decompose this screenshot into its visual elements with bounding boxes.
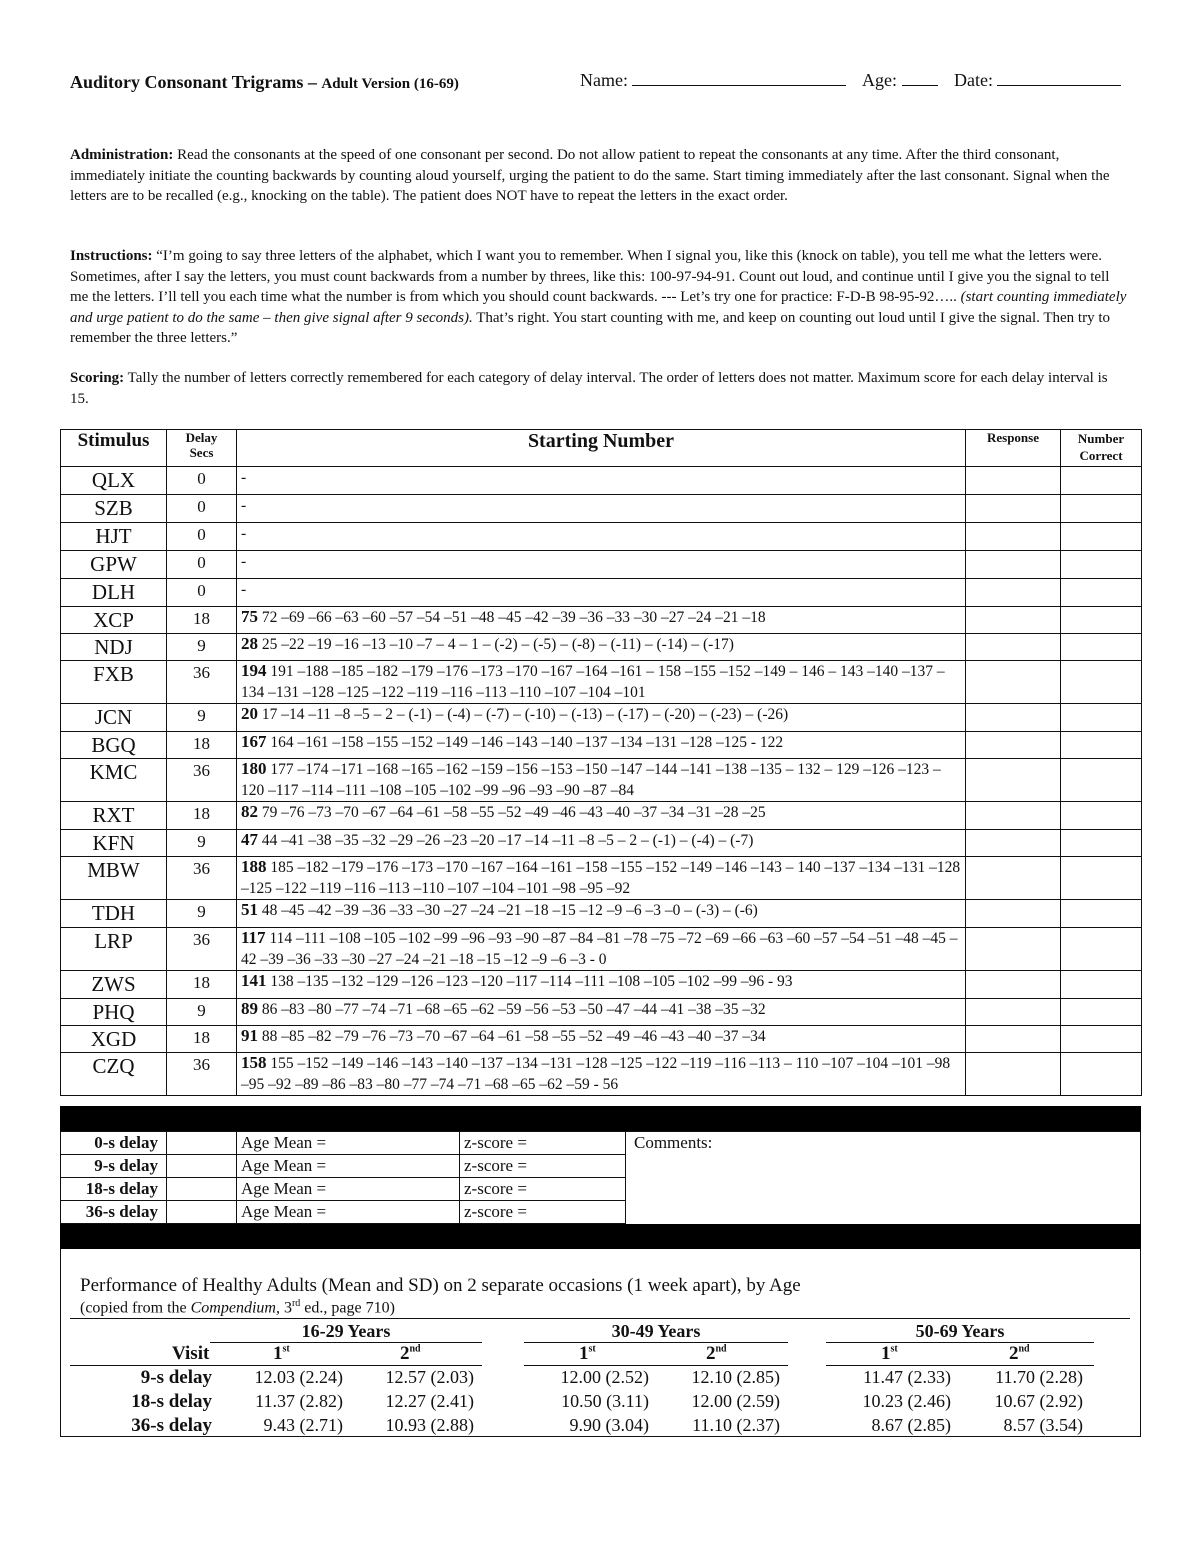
- stimulus-cell: QLX: [61, 467, 167, 495]
- header-number-line2: Correct: [1079, 448, 1123, 463]
- age-field[interactable]: [862, 70, 938, 91]
- administration-label: Administration:: [70, 147, 174, 163]
- starting-number-cell: [237, 759, 966, 802]
- starting-number-cell: [237, 704, 966, 732]
- starting-number: 117: [241, 928, 266, 947]
- instructions-text: “I’m going to say three letters of the alphabet, which I want you to remember. When I signal you, like this (knock on table), you tell me what the letters were. Sometimes, after I say the letters, you must count backwards from a number by threes, like this: 100-97-94-91. Count out loud, and continue until I give you the signal to tell me the letters. I’ll tell you each time what the number is from which you should count backwards. --- Let’s try one for practice: F-D-B 98-95-92…..: [70, 248, 1110, 305]
- number-correct-cell[interactable]: [1061, 579, 1142, 607]
- starting-number: 194: [241, 661, 267, 680]
- delay-score-cell[interactable]: [167, 1155, 237, 1178]
- table-row: [61, 551, 1142, 579]
- stimulus-cell: MBW: [61, 857, 167, 900]
- z-score-cell[interactable]: z-score =: [460, 1201, 626, 1224]
- number-correct-cell[interactable]: [1061, 900, 1142, 928]
- visit-2-num: 2: [400, 1343, 410, 1364]
- delay-row: [61, 1155, 626, 1178]
- visit-2-num: 2: [1009, 1343, 1019, 1364]
- score-visit-2: 12.27 (2.41): [385, 1391, 474, 1411]
- number-correct-cell[interactable]: [1061, 802, 1142, 830]
- delay-score-cell[interactable]: [167, 1132, 237, 1155]
- age-mean-cell[interactable]: Age Mean =: [237, 1155, 460, 1178]
- score-visit-2: 10.67 (2.92): [994, 1391, 1083, 1411]
- starting-number-cell: [237, 551, 966, 579]
- visit-1-header: [881, 1343, 898, 1365]
- number-correct-cell[interactable]: [1061, 467, 1142, 495]
- stimulus-cell: GPW: [61, 551, 167, 579]
- delay-row-label: 36-s delay: [131, 1415, 212, 1436]
- source-post: ed., page 710): [300, 1299, 395, 1317]
- stimulus-cell: NDJ: [61, 634, 167, 661]
- starting-number-cell: [237, 802, 966, 830]
- scoring-text: Tally the number of letters correctly remembered for each category of delay interval. The order of letters does not matter. Maximum score for each delay interval is 15.: [70, 370, 1108, 407]
- table-row: [61, 802, 1142, 830]
- number-correct-cell[interactable]: [1061, 634, 1142, 661]
- count-sequence: 48 –45 –42 –39 –36 –33 –30 –27 –24 –21 –18 –15 –12 –9 –6 –3 –0 – (-3) – (-6): [258, 902, 758, 919]
- visit-2-sup: nd: [409, 1343, 421, 1355]
- starting-number-cell: [237, 467, 966, 495]
- starting-number-cell: [237, 1026, 966, 1053]
- page-title: [70, 72, 459, 93]
- score-visit-1: 11.47 (2.33): [863, 1367, 951, 1387]
- table-row: [61, 1026, 1142, 1053]
- title-main: Auditory Consonant Trigrams –: [70, 72, 322, 92]
- number-correct-cell[interactable]: [1061, 495, 1142, 523]
- number-correct-cell[interactable]: [1061, 523, 1142, 551]
- starting-number: 167: [241, 732, 267, 751]
- response-cell[interactable]: [966, 467, 1061, 495]
- age-blank[interactable]: [902, 71, 938, 86]
- stimulus-cell: SZB: [61, 495, 167, 523]
- stimulus-cell: BGQ: [61, 732, 167, 759]
- stimulus-cell: XCP: [61, 607, 167, 634]
- score-visit-2: 12.00 (2.59): [691, 1391, 780, 1411]
- visit-rule-3: [826, 1365, 1094, 1366]
- number-correct-cell[interactable]: [1061, 551, 1142, 579]
- age-group-header: 30-49 Years: [611, 1321, 701, 1341]
- starting-number: 158: [241, 1053, 267, 1072]
- starting-number: 141: [241, 971, 267, 990]
- age-group-header: 50-69 Years: [915, 1321, 1005, 1341]
- visit-1-num: 1: [273, 1343, 283, 1364]
- stimulus-cell: RXT: [61, 802, 167, 830]
- table-row: [61, 732, 1142, 759]
- number-correct-cell[interactable]: [1061, 1026, 1142, 1053]
- header-stimulus: Stimulus: [61, 430, 167, 467]
- number-correct-cell[interactable]: [1061, 661, 1142, 704]
- starting-number-cell: [237, 1053, 966, 1096]
- table-row: [61, 467, 1142, 495]
- instructions-text-end: That’s right. You start counting with me, and keep on counting out loud until I give the signal. Then try to remember the three letters.”: [70, 309, 1111, 346]
- comments-label: Comments:: [634, 1133, 713, 1152]
- starting-number: 75: [241, 607, 258, 626]
- scoring-label: Scoring:: [70, 370, 125, 386]
- z-score-cell[interactable]: z-score =: [460, 1155, 626, 1178]
- response-cell[interactable]: [966, 523, 1061, 551]
- response-cell[interactable]: [966, 900, 1061, 928]
- count-sequence: 177 –174 –171 –168 –165 –162 –159 –156 –153 –150 –147 –144 –141 –138 –135 – 132 – 129 –126 –123 –120 –117 –114 –111 –108 –105 –102 –99 –96 –93 –90 –87 –84: [241, 761, 941, 799]
- header-number-correct: [1061, 430, 1142, 467]
- header-response: Response: [966, 430, 1061, 467]
- response-cell[interactable]: [966, 999, 1061, 1026]
- score-visit-1: 9.43 (2.71): [263, 1415, 343, 1435]
- response-cell[interactable]: [966, 1053, 1061, 1096]
- comments-box[interactable]: [626, 1131, 1141, 1224]
- starting-number-cell: [237, 661, 966, 704]
- delay-summary-table: [60, 1131, 626, 1224]
- age-group-rule: [210, 1342, 482, 1343]
- stimulus-cell: XGD: [61, 1026, 167, 1053]
- divider-bar-2: [60, 1224, 1141, 1249]
- delay-row-label: 18-s delay: [131, 1391, 212, 1412]
- count-sequence: -: [241, 581, 247, 598]
- starting-number-cell: [237, 971, 966, 999]
- stimulus-cell: KMC: [61, 759, 167, 802]
- delay-cell: 9: [167, 830, 237, 857]
- date-field[interactable]: [954, 70, 1121, 91]
- response-cell[interactable]: [966, 928, 1061, 971]
- instructions-italic: (start counting immediately and urge patient to do the same – then give signal after 9 seconds).: [70, 289, 1127, 326]
- delay-row: [61, 1132, 626, 1155]
- score-visit-1: 12.03 (2.24): [254, 1367, 343, 1387]
- number-correct-cell[interactable]: [1061, 732, 1142, 759]
- table-row: [61, 704, 1142, 732]
- starting-number: 180: [241, 759, 267, 778]
- count-sequence: 164 –161 –158 –155 –152 –149 –146 –143 –140 –137 –134 –131 –128 –125 - 122: [266, 734, 784, 751]
- starting-number: 51: [241, 900, 258, 919]
- header-delay: [167, 430, 237, 467]
- instructions-paragraph: [70, 246, 1130, 349]
- header-number-line1: Number: [1077, 431, 1125, 446]
- starting-number-cell: [237, 900, 966, 928]
- header-delay-line1: Delay: [185, 430, 218, 445]
- score-visit-2: 11.10 (2.37): [692, 1415, 780, 1435]
- score-visit-1: 8.67 (2.85): [871, 1415, 951, 1435]
- count-sequence: 17 –14 –11 –8 –5 – 2 – (-1) – (-4) – (-7) – (-10) – (-13) – (-17) – (-20) – (-23) – (-26): [258, 706, 789, 723]
- delay-cell: 18: [167, 971, 237, 999]
- table-row: [61, 634, 1142, 661]
- score-visit-2: 12.10 (2.85): [691, 1367, 780, 1387]
- delay-cell: 0: [167, 523, 237, 551]
- count-sequence: 114 –111 –108 –105 –102 –99 –96 –93 –90 –87 –84 –81 –78 –75 –72 –69 –66 –63 –60 –57 –54 –51 –48 –45 –42 –39 –36 –33 –30 –27 –24 –21 –18 –15 –12 –9 –6 –3 - 0: [241, 930, 958, 968]
- delay-row: [61, 1201, 626, 1224]
- visit-rule-2: [524, 1365, 788, 1366]
- table-row: [61, 830, 1142, 857]
- source-mid: 3: [279, 1299, 292, 1317]
- date-blank[interactable]: [997, 71, 1121, 86]
- delay-cell: 18: [167, 732, 237, 759]
- delay-cell: 9: [167, 634, 237, 661]
- table-row: [61, 661, 1142, 704]
- starting-number-cell: [237, 634, 966, 661]
- source-sup: rd: [291, 1298, 301, 1309]
- number-correct-cell[interactable]: [1061, 971, 1142, 999]
- delay-cell: 36: [167, 1053, 237, 1096]
- delay-label: 18-s delay: [61, 1178, 167, 1201]
- table-row: [61, 900, 1142, 928]
- table-row: [61, 759, 1142, 802]
- performance-title: Performance of Healthy Adults (Mean and SD) on 2 separate occasions (1 week apart), by Age: [80, 1275, 801, 1296]
- age-mean-cell[interactable]: Age Mean =: [237, 1132, 460, 1155]
- age-mean-cell[interactable]: Age Mean =: [237, 1201, 460, 1224]
- starting-number-cell: [237, 579, 966, 607]
- count-sequence: -: [241, 469, 247, 486]
- visit-2-header: [1009, 1343, 1030, 1365]
- visit-1-num: 1: [881, 1343, 891, 1364]
- number-correct-cell[interactable]: [1061, 999, 1142, 1026]
- source-italic: Compendium,: [190, 1299, 280, 1317]
- z-score-cell[interactable]: z-score =: [460, 1132, 626, 1155]
- divider-bar: [60, 1106, 1141, 1131]
- count-sequence: 185 –182 –179 –176 –173 –170 –167 –164 –161 –158 –155 –152 –149 –146 –143 – 140 –137 –134 –131 –128 –125 –122 –119 –116 –113 –110 –107 –104 –101 –98 –95 –92: [241, 859, 961, 897]
- score-visit-2: 8.57 (3.54): [1003, 1415, 1083, 1435]
- delay-cell: 9: [167, 999, 237, 1026]
- visit-rule: [70, 1365, 482, 1366]
- age-mean-cell[interactable]: Age Mean =: [237, 1178, 460, 1201]
- age-group-rule: [826, 1342, 1094, 1343]
- table-row: [61, 999, 1142, 1026]
- delay-cell: 0: [167, 551, 237, 579]
- count-sequence: 25 –22 –19 –16 –13 –10 –7 – 4 – 1 – (-2) – (-5) – (-8) – (-11) – (-14) – (-17): [258, 636, 734, 653]
- number-correct-cell[interactable]: [1061, 830, 1142, 857]
- delay-score-cell[interactable]: [167, 1178, 237, 1201]
- delay-cell: 9: [167, 900, 237, 928]
- count-sequence: 191 –188 –185 –182 –179 –176 –173 –170 –167 –164 –161 – 158 –155 –152 –149 – 146 – 143 –140 –137 –134 –131 –128 –125 –122 –119 –116 –113 –110 –107 –104 –101: [241, 663, 945, 701]
- starting-number: 89: [241, 999, 258, 1018]
- visit-2-sup: nd: [1018, 1343, 1030, 1355]
- starting-number-cell: [237, 523, 966, 551]
- response-cell[interactable]: [966, 1026, 1061, 1053]
- header-delay-line2: Secs: [189, 445, 214, 460]
- score-visit-2: 10.93 (2.88): [385, 1415, 474, 1435]
- z-score-cell[interactable]: z-score =: [460, 1178, 626, 1201]
- trigram-table: [60, 429, 1142, 1096]
- count-sequence: 44 –41 –38 –35 –32 –29 –26 –23 –20 –17 –14 –11 –8 –5 – 2 – (-1) – (-4) – (-7): [258, 832, 754, 849]
- number-correct-cell[interactable]: [1061, 928, 1142, 971]
- age-label: Age:: [862, 70, 897, 90]
- starting-number-cell: [237, 732, 966, 759]
- visit-1-header: [579, 1343, 596, 1365]
- count-sequence: 155 –152 –149 –146 –143 –140 –137 –134 –131 –128 –125 –122 –119 –116 –113 – 110 –107 –104 –101 –98 –95 –92 –89 –86 –83 –80 –77 –74 –71 –68 –65 –62 –59 - 56: [241, 1055, 951, 1093]
- count-sequence: 88 –85 –82 –79 –76 –73 –70 –67 –64 –61 –58 –55 –52 –49 –46 –43 –40 –37 –34: [258, 1028, 766, 1045]
- table-row: [61, 857, 1142, 900]
- performance-rule: [70, 1318, 1130, 1319]
- response-cell[interactable]: [966, 551, 1061, 579]
- scoring-paragraph: [70, 368, 1130, 409]
- delay-label: 9-s delay: [61, 1155, 167, 1178]
- response-cell[interactable]: [966, 704, 1061, 732]
- stimulus-cell: DLH: [61, 579, 167, 607]
- stimulus-cell: FXB: [61, 661, 167, 704]
- count-sequence: 138 –135 –132 –129 –126 –123 –120 –117 –114 –111 –108 –105 –102 –99 –96 - 93: [266, 973, 793, 990]
- response-cell[interactable]: [966, 830, 1061, 857]
- date-label: Date:: [954, 70, 993, 90]
- table-row: [61, 523, 1142, 551]
- delay-score-cell[interactable]: [167, 1201, 237, 1224]
- name-field[interactable]: [580, 70, 846, 91]
- table-row: [61, 495, 1142, 523]
- response-cell[interactable]: [966, 661, 1061, 704]
- table-row: [61, 579, 1142, 607]
- header-starting-number: Starting Number: [237, 430, 966, 467]
- delay-cell: 0: [167, 495, 237, 523]
- source-pre: (copied from the: [80, 1299, 191, 1317]
- name-label: Name:: [580, 70, 628, 90]
- score-visit-1: 10.23 (2.46): [862, 1391, 951, 1411]
- delay-row-label: 9-s delay: [140, 1367, 212, 1388]
- starting-number-cell: [237, 928, 966, 971]
- delay-cell: 0: [167, 467, 237, 495]
- stimulus-cell: ZWS: [61, 971, 167, 999]
- stimulus-cell: KFN: [61, 830, 167, 857]
- delay-label: 36-s delay: [61, 1201, 167, 1224]
- performance-source: [80, 1298, 395, 1317]
- table-row: [61, 607, 1142, 634]
- response-cell[interactable]: [966, 634, 1061, 661]
- starting-number-cell: [237, 857, 966, 900]
- age-group-header: 16-29 Years: [301, 1321, 391, 1341]
- visit-1-num: 1: [579, 1343, 589, 1364]
- count-sequence: -: [241, 553, 247, 570]
- visit-2-sup: nd: [715, 1343, 727, 1355]
- score-visit-1: 11.37 (2.82): [255, 1391, 343, 1411]
- delay-cell: 18: [167, 1026, 237, 1053]
- starting-number: 91: [241, 1026, 258, 1045]
- delay-cell: 18: [167, 802, 237, 830]
- visit-label: Visit: [172, 1343, 210, 1364]
- score-visit-1: 12.00 (2.52): [560, 1367, 649, 1387]
- response-cell[interactable]: [966, 732, 1061, 759]
- delay-row: [61, 1178, 626, 1201]
- count-sequence: 86 –83 –80 –77 –74 –71 –68 –65 –62 –59 –56 –53 –50 –47 –44 –41 –38 –35 –32: [258, 1001, 766, 1018]
- visit-1-header: [273, 1343, 290, 1365]
- age-group-rule: [524, 1342, 788, 1343]
- stimulus-cell: JCN: [61, 704, 167, 732]
- response-cell[interactable]: [966, 802, 1061, 830]
- starting-number: 28: [241, 634, 258, 653]
- visit-1-sup: st: [282, 1343, 290, 1355]
- administration-text: Read the consonants at the speed of one consonant per second. Do not allow patient to repeat the consonants at any time. After the third consonant, immediately initiate the counting backwards by counting aloud yourself, urging the patient to do the same. Start timing immediately after the last consonant. Signal when the letters are to be recalled (e.g., knocking on the table). The patient does NOT have to repeat the letters in the exact order.: [70, 147, 1110, 204]
- number-correct-cell[interactable]: [1061, 759, 1142, 802]
- response-cell[interactable]: [966, 971, 1061, 999]
- starting-number-cell: [237, 495, 966, 523]
- stimulus-cell: LRP: [61, 928, 167, 971]
- administration-paragraph: [70, 145, 1130, 207]
- delay-cell: 36: [167, 759, 237, 802]
- starting-number: 20: [241, 704, 258, 723]
- count-sequence: 79 –76 –73 –70 –67 –64 –61 –58 –55 –52 –49 –46 –43 –40 –37 –34 –31 –28 –25: [258, 804, 766, 821]
- score-visit-2: 11.70 (2.28): [995, 1367, 1083, 1387]
- visit-1-sup: st: [588, 1343, 596, 1355]
- starting-number-cell: [237, 830, 966, 857]
- delay-cell: 36: [167, 928, 237, 971]
- starting-number-cell: [237, 607, 966, 634]
- starting-number-cell: [237, 999, 966, 1026]
- stimulus-cell: TDH: [61, 900, 167, 928]
- stimulus-cell: CZQ: [61, 1053, 167, 1096]
- delay-cell: 9: [167, 704, 237, 732]
- visit-2-header: [706, 1343, 727, 1365]
- response-cell[interactable]: [966, 857, 1061, 900]
- delay-cell: 0: [167, 579, 237, 607]
- name-blank[interactable]: [632, 71, 846, 86]
- starting-number: 47: [241, 830, 258, 849]
- instructions-label: Instructions:: [70, 248, 153, 264]
- table-row: [61, 928, 1142, 971]
- visit-2-num: 2: [706, 1343, 716, 1364]
- delay-cell: 36: [167, 661, 237, 704]
- number-correct-cell[interactable]: [1061, 704, 1142, 732]
- table-row: [61, 1053, 1142, 1096]
- stimulus-cell: PHQ: [61, 999, 167, 1026]
- delay-label: 0-s delay: [61, 1132, 167, 1155]
- starting-number: 82: [241, 802, 258, 821]
- score-visit-1: 10.50 (3.11): [561, 1391, 649, 1411]
- response-cell[interactable]: [966, 759, 1061, 802]
- score-visit-2: 12.57 (2.03): [385, 1367, 474, 1387]
- table-row: [61, 971, 1142, 999]
- number-correct-cell[interactable]: [1061, 607, 1142, 634]
- response-cell[interactable]: [966, 607, 1061, 634]
- score-visit-1: 9.90 (3.04): [569, 1415, 649, 1435]
- count-sequence: 72 –69 –66 –63 –60 –57 –54 –51 –48 –45 –42 –39 –36 –33 –30 –27 –24 –21 –18: [258, 609, 766, 626]
- visit-1-sup: st: [890, 1343, 898, 1355]
- response-cell[interactable]: [966, 579, 1061, 607]
- delay-cell: 18: [167, 607, 237, 634]
- delay-cell: 36: [167, 857, 237, 900]
- title-version: Adult Version (16-69): [321, 76, 459, 92]
- visit-2-header: [400, 1343, 421, 1365]
- response-cell[interactable]: [966, 495, 1061, 523]
- count-sequence: -: [241, 497, 247, 514]
- count-sequence: -: [241, 525, 247, 542]
- stimulus-cell: HJT: [61, 523, 167, 551]
- number-correct-cell[interactable]: [1061, 1053, 1142, 1096]
- number-correct-cell[interactable]: [1061, 857, 1142, 900]
- starting-number: 188: [241, 857, 267, 876]
